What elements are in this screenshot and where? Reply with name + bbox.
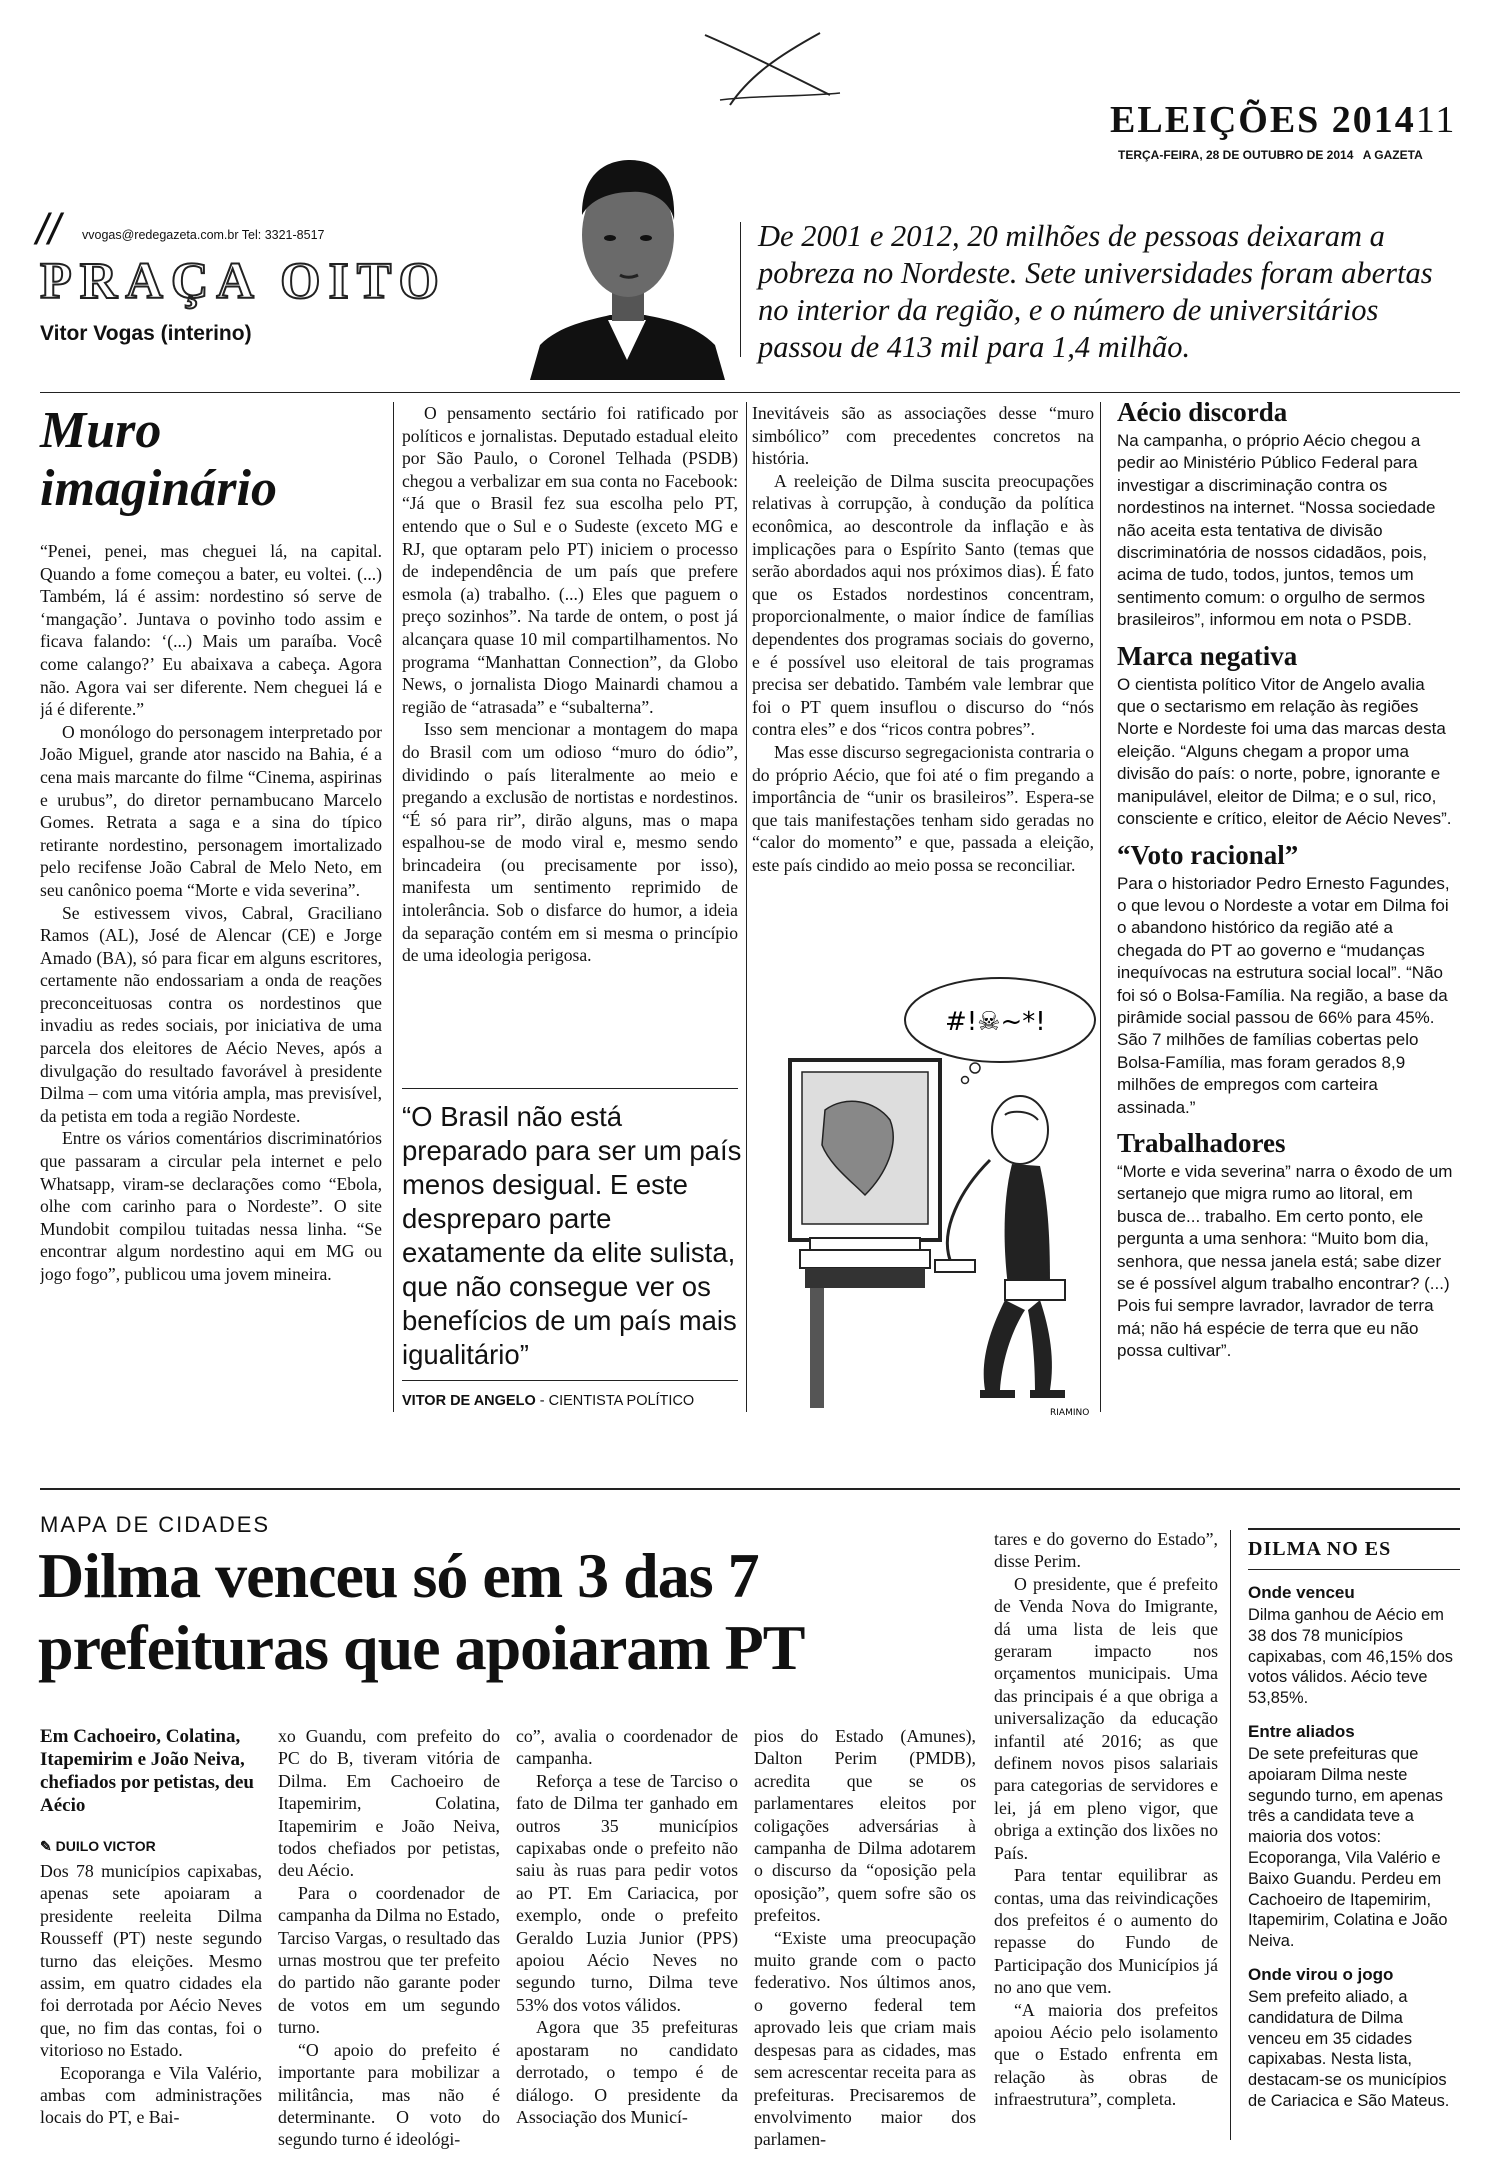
article-column-3 (752, 402, 1094, 942)
sidebar-text: “Morte e vida severina” narra o êxodo de um sertanejo que migra rumo ao litoral, em busca de... trabalho. Em certo ponto, ele pergunta a uma senhora: “Muito bom dia, senhora, que nessa janela está; sabe dizer se é possível algum trabalho encontrar? (...) Pois fui sempre lavrador, lavrador de terra má; não há espécie de terra que eu não possa cultivar”. (1117, 1161, 1453, 1361)
story-column-1 (40, 1860, 262, 2154)
info-box (1248, 1528, 1460, 2112)
paragraph: Para tentar equilibrar as contas, uma das reivindicações dos prefeitos é o aumento do repasse do Fundo de Participação dos Municípios já no ano que vem. (994, 1865, 1218, 1998)
paragraph: Entre os vários comentários discriminatórios que passaram a circular pela internet e pelo Whatsapp, viram-se declarações como “Ebola, olhe com carinho para o Nordeste”. O site Mundobit compilou tuitadas nessa linha. “Se encontrar algum nordestino aqui em MG ou jogo fogo”, publicou uma jovem mineira. (40, 1128, 382, 1284)
paper-name: A GAZETA (1362, 148, 1423, 162)
paragraph: Se estivessem vivos, Cabral, Graciliano Ramos (AL), José de Alencar (CE) e Jorge Amado (BA), só para ficar em alguns escritores, certamente não endossariam a onda de reações preconceituosas contra os nordestinos que invadiu as redes sociais, por iniciativa de uma parcela dos eleitores de Aécio Neves, após a divulgação do resultado favorável à presidente Dilma – com uma vitória ampla, mas previsível, da petista em toda a região Nordeste. (40, 902, 382, 1126)
story-column-2 (278, 1725, 500, 2155)
info-box-title: DILMA NO ES (1248, 1538, 1460, 1570)
headline-line-1: Dilma venceu só em 3 das 7 (38, 1540, 759, 1611)
sidebar-text: O cientista político Vitor de Angelo avalia que o sectarismo em relação às regiões Norte e Nordeste foi uma das marcas desta eleição. “Alguns chegam a propor uma divisão do país: o norte, pobre, ignorante e manipulável, eleitor de Dilma; e o sul, rico, consciente e crítico, eleitor de Aécio Neves”. (1117, 674, 1452, 829)
paragraph: O monólogo do personagem interpretado por João Miguel, grande ator nascido na Bahia, é a cena mais marcante do filme “Cinema, aspirinas e urubus”, do diretor pernambucano Marcelo Gomes. Retrata a saga e a sina do típico retirante nordestino, personagem imortalizado pelo recifense João Cabral de Melo Neto, em seu canônico poema “Morte e vida severina”. (40, 721, 382, 900)
paragraph: “Existe uma preocupação muito grande com o pacto federativo. Nos últimos anos, o governo federal tem aprovado leis que criam mais despesas para as cidades, mas sem acrescentar receita para as prefeituras. Precisaremos de envolvimento maior dos parlamen- (754, 1927, 976, 2150)
sidebar (1117, 396, 1457, 1371)
cartoon-symbols: #!☠~*! (945, 1007, 1046, 1037)
divider (1100, 402, 1101, 1412)
issue-date: TERÇA-FEIRA, 28 DE OUTUBRO DE 2014 (1118, 148, 1354, 162)
sidebar-heading: “Voto racional” (1117, 839, 1299, 870)
sidebar-heading: Marca negativa (1117, 640, 1298, 671)
paragraph: Dos 78 municípios capixabas, apenas sete apoiaram a presidente reeleita Dilma Rousseff (PT) neste segundo turno das eleições. Mesmo assim, em quatro cidades ela foi derrotada por Aécio Neves que, no fim das contas, foi o vitorioso no Estado. (40, 1861, 262, 2061)
cartoon-signature: RIAMINO (1050, 1408, 1090, 1418)
divider (740, 222, 741, 357)
divider (402, 1380, 738, 1381)
date-line (1118, 148, 1423, 162)
article-column-1 (40, 540, 382, 1460)
divider (1230, 1530, 1231, 2140)
column-name: PRAÇA OITO (40, 253, 447, 310)
author-portrait (520, 120, 735, 380)
paragraph: Agora que 35 prefeituras apostaram no candidato derrotado, o tempo é de diálogo. O presidente da Associação dos Municí- (516, 2017, 738, 2127)
quote-role: - CIENTISTA POLÍTICO (539, 1393, 695, 1409)
kicker: MAPA DE CIDADES (40, 1512, 271, 1537)
pull-quote: “O Brasil não está preparado para ser um país menos desigual. E este despreparo parte exatamente da elite sulista, que não consegue ver os benefícios de um país mais igualitário” (402, 1101, 742, 1370)
paragraph: Mas esse discurso segregacionista contraria o do próprio Aécio, que foi até o fim pregando a importância de “unir os brasileiros”. Espera-se que tais manifestações tenham sido geradas no “calor do momento” e que, passada a eleição, este país cindido ao meio possa se reconciliar. (752, 741, 1094, 875)
title-line-1: Muro (40, 402, 162, 459)
paragraph: tares e do governo do Estado”, disse Perim. (994, 1529, 1218, 1572)
sidebar-text: Na campanha, o próprio Aécio chegou a pedir ao Ministério Público Federal para investigar a discriminação contra os nordestinos na internet. “Nossa sociedade não aceita esta tentativa de divisão discriminatória de nossos cidadãos, pois, acima de tudo, todos, juntos, temos um sentimento comum: o orgulho de sermos brasileiros”, informou em nota o PSDB. (1117, 431, 1436, 630)
quote-attribution (402, 1393, 694, 1409)
sidebar-heading: Trabalhadores (1117, 1127, 1286, 1158)
info-box-text: Sem prefeito aliado, a candidatura de Dilma venceu em 35 cidades capixabas. Nesta lista, destacam-se os municípios de Cariacica e São Mateus. (1248, 1987, 1450, 2110)
divider (40, 392, 1460, 393)
paragraph: “Penei, penei, mas cheguei lá, na capital. Quando a fome começou a bater, eu voltei. (...) Também, lá é assim: nordestino só serve de ‘mangação’. Juntava o povinho todo assim e ficava falando: ‘(...) Mais um paraíba. Você come calango?’ Eu abaixava a cabeça. Agora não. Agora vai ser diferente. Nem cheguei lá e já é diferente.” (40, 541, 382, 720)
info-box-heading: Onde venceu (1248, 1583, 1355, 1602)
paragraph: Reforça a tese de Tarciso o fato de Dilma ter ganhado em outros 35 municípios capixabas onde o prefeito não saiu às ruas para pedir votos ao PT. Em Cariacica, por exemplo, onde o prefeito Geraldo Luzia Junior (PPS) apoiou Aécio Neves no segundo turno, Dilma teve 53% dos votos válidos. (516, 1770, 738, 2015)
divider (402, 1088, 738, 1089)
paragraph: A reeleição de Dilma suscita preocupações relativas à corrupção, à condução da política econômica, ao descontrole da inflação e às implicações para o Espírito Santo (temas que serão abordados aqui nos próximos dias). É fato que os Estados nordestinos concentram, proporcionalmente, o maior índice de famílias dependentes dos programas sociais do governo, e é possível uso eleitoral de tais programas precisa ser debatido. Também vale lembrar que foi o PT quem insuflou o discurso do “nós contra eles” e dos “ricos contra pobres”. (752, 470, 1094, 740)
divider (746, 402, 747, 1412)
story-column-3 (516, 1725, 738, 2155)
paragraph: “O apoio do prefeito é importante para mobilizar a militância, mas não é determinante. O voto do segundo turno é ideológi- (278, 2039, 500, 2150)
info-box-text: De sete prefeituras que apoiaram Dilma neste segundo turno, em apenas três a candidata teve a maioria dos votos: Ecoporanga, Vila Valério e Baixo Guandu. Perdeu em Cachoeiro de Itapemirim, Itapemirim, Colatina e João Neiva. (1248, 1744, 1448, 1951)
article-column-2 (402, 402, 738, 1077)
byline-icon: ✎ (40, 1838, 56, 1854)
section-name: ELEIÇÕES 2014 (1110, 99, 1416, 141)
page-number: 11 (1415, 99, 1457, 141)
paragraph: xo Guandu, com prefeito do PC do B, tiveram vitória de Dilma. Em Cachoeiro de Itapemirim, Colatina, Itapemirim e João Neiva, todos chefiados por petistas, deu Aécio. (278, 1726, 500, 1881)
quote-author: VITOR DE ANGELO (402, 1393, 536, 1409)
column-author: Vitor Vogas (interino) (40, 322, 252, 345)
paragraph: Isso sem mencionar a montagem do mapa do Brasil com um odioso “muro do ódio”, dividindo o país literalmente ao meio e pregando a exclusão de nortistas e nordestinos. “É só para rir”, dirão alguns, mas o mapa espalhou-se de modo viral e, mesmo sendo brincadeira (ou precisamente por isso), manifesta um sentimento reprimido de intolerância. Sob o disfarce do humor, a ideia da separação contém em si mesma o princípio de uma ideologia perigosa. (402, 719, 738, 966)
slash-icon: // (36, 205, 61, 254)
paragraph: Para o coordenador de campanha da Dilma no Estado, Tarciso Vargas, o resultado das urnas mostrou que ter prefeito do partido não garante poder de votos em um segundo turno. (278, 1882, 500, 2038)
story-column-4 (754, 1725, 976, 2155)
title-line-2: imaginário (40, 460, 277, 517)
highlight-text: De 2001 e 2012, 20 milhões de pessoas deixaram a pobreza no Nordeste. Sete universidades foram abertas no interior da região, e o número de universitários passou de 413 mil para 1,4 milhão. (758, 219, 1433, 364)
info-box-heading: Onde virou o jogo (1248, 1964, 1394, 1984)
paragraph: “A maioria dos prefeitos apoiou Aécio pelo isolamento que o Estado enfrenta em relação às obras de infraestrutura”, completa. (994, 1999, 1218, 2110)
divider (40, 1488, 1460, 1490)
paragraph: O pensamento sectário foi ratificado por políticos e jornalistas. Deputado estadual eleito por São Paulo, o Coronel Telhada (PSDB) chegou a verbalizar em sua conta no Facebook: “Já que o Brasil fez sua escolha pelo PT, entendo que o Sul e o Sudeste (exceto MG e RJ, que optaram pelo PT) iniciem o processo de independência de um país que prefere esmola (a) trabalho. (...) Eles que paguem o preço sozinhos”. Na tarde de ontem, o post já alcançara quase 10 mil compartilhamentos. No programa “Manhattan Connection”, da Globo News, o jornalista Diogo Mainardi chamou a região de “atrasada” e “subalterna”. (402, 403, 738, 717)
scribble-mark (700, 25, 850, 115)
contact-info: vvogas@redegazeta.com.br Tel: 3321-8517 (82, 228, 325, 242)
paragraph: Inevitáveis são as associações desse “muro simbólico” com precedentes concretos na história. (752, 403, 1094, 469)
byline (40, 1838, 156, 1855)
sidebar-heading: Aécio discorda (1117, 397, 1288, 427)
story-column-5 (994, 1528, 1218, 2155)
paragraph: Ecoporanga e Vila Valério, ambas com administrações locais do PT, e Bai- (40, 2062, 262, 2128)
sidebar-text: Para o historiador Pedro Ernesto Fagundes, o que levou o Nordeste a votar em Dilma foi o abandono histórico da região até a chegada do PT ao governo e “mudanças inequívocas na estrutura social local”. “Não foi só o Bolsa-Família. Na região, a base da pirâmide social passou de 66% para 45%. São 7 milhões de famílias cobertas pelo Bolsa-Família, mas foram gerados 8,9 milhões de empregos com carteira assinada.” (1117, 873, 1450, 1117)
subhead: Em Cachoeiro, Colatina, Itapemirim e João Neiva, chefiados por petistas, deu Aécio (40, 1726, 254, 1816)
article-title (40, 402, 277, 518)
section-title (1110, 98, 1456, 142)
paragraph: co”, avalia o coordenador de campanha. (516, 1726, 738, 1769)
byline-name: DUILO VICTOR (55, 1838, 156, 1854)
cartoon-illustration (750, 950, 1100, 1420)
headline-line-2: prefeituras que apoiaram PT (38, 1612, 805, 1683)
info-box-text: Dilma ganhou de Aécio em 38 dos 78 municípios capixabas, com 46,15% dos votos válidos. Aécio teve 53,85%. (1248, 1606, 1454, 1708)
paragraph: O presidente, que é prefeito de Venda Nova do Imigrante, dá uma lista de leis que geraram impacto nos orçamentos municipais. Uma das principais é a que obriga a universalização da educação infantil até 2016; as que definem novos pisos salariais para categorias de servidores e lei, já em pleno vigor, que obriga a extinção dos lixões no País. (994, 1573, 1218, 1863)
paragraph: pios do Estado (Amunes), Dalton Perim (PMDB), acredita que se os parlamentares eleitos por coligações adversárias à campanha de Dilma adotarem o discurso da “oposição pela oposição”, quem sofre são os prefeitos. (754, 1726, 976, 1926)
divider (1248, 1528, 1460, 1530)
info-box-heading: Entre aliados (1248, 1721, 1355, 1741)
headline (38, 1540, 804, 1684)
divider (393, 402, 394, 1412)
